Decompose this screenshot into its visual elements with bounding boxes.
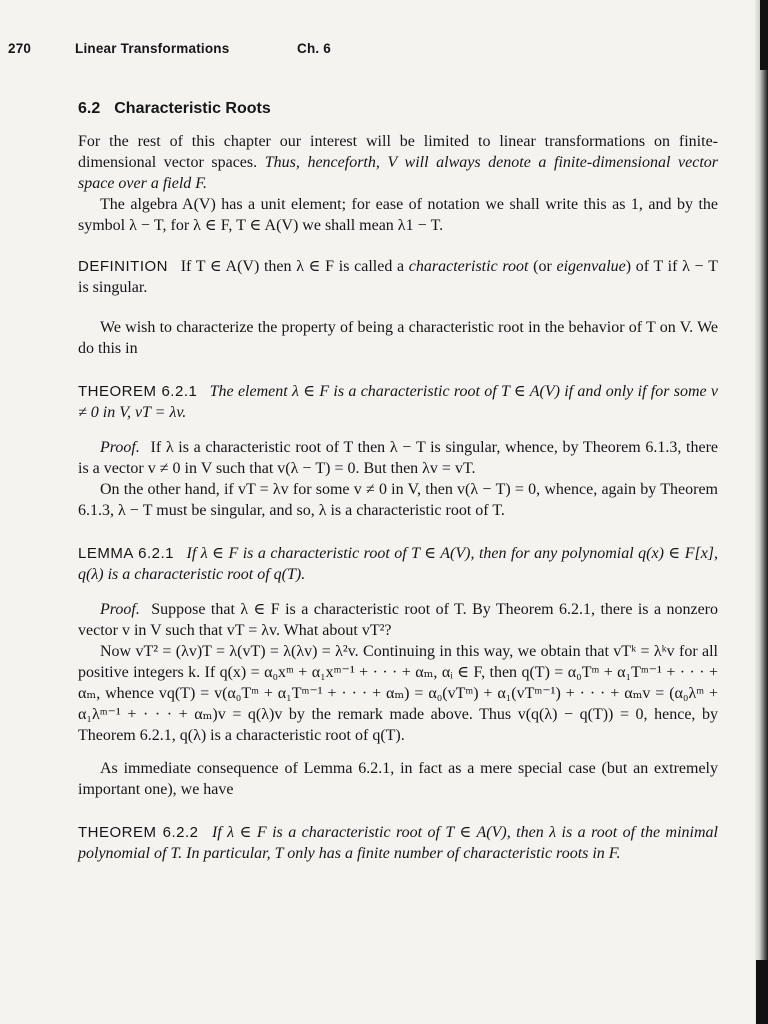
definition-label: DEFINITION bbox=[78, 258, 168, 275]
theorem-2-statement: If λ ∈ F is a characteristic root of T ∈ A(V), then λ is a root of the minimal polynomial of T. In particular, T only has a finite number of characteristic roots in F. bbox=[78, 824, 719, 862]
page-edge-top bbox=[760, 0, 768, 70]
theorem-6-2-1 bbox=[78, 381, 718, 423]
page-edge-shadow bbox=[754, 0, 768, 1024]
wish-paragraph: We wish to characterize the property of being a characteristic root in the behavior of T on V. We do this in bbox=[78, 319, 718, 357]
intro-text: For the rest of this chapter our interest will be limited to linear transformations on finite-dimensional vector spaces. bbox=[78, 133, 718, 171]
lemma-proof-block bbox=[78, 599, 718, 641]
proof-continuation: On the other hand, if vT = λv for some v ≠ 0 in V, then v(λ − T) = 0, whence, again by Theorem 6.1.3, λ − T must be singular, and so, λ is a characteristic root of T. bbox=[78, 481, 718, 519]
lemma-proof-text: Suppose that λ ∈ F is a characteristic root of T. By Theorem 6.2.1, there is a nonzero vector v in V such that vT = λv. What about vT²? bbox=[78, 601, 719, 639]
chapter-number: Ch. 6 bbox=[297, 41, 332, 56]
lemma-proof-continuation: Now vT² = (λv)T = λ(vT) = λ(λv) = λ²v. Continuing in this way, we obtain that vTᵏ = λᵏv for all positive integers k. If q(x) = α₀xᵐ + α₁xᵐ⁻¹ + · · · + αₘ, αᵢ ∈ F, then q(T) = α₀Tᵐ + α₁Tᵐ⁻¹ + · · · + αₘ, whence vq(T) = v(α₀Tᵐ + α₁Tᵐ⁻¹ + · · · + αₘ) = α₀(vTᵐ) + α₁(vTᵐ⁻¹) + · · · + αₘv = (α₀λᵐ + α₁λᵐ⁻¹ + · · · + αₘ)v = q(λ)v by the remark made above. Thus v(q(λ) − q(T)) = 0, hence, by Theorem 6.2.1, q(λ) is a characteristic root of q(T). bbox=[78, 643, 718, 744]
definition-term-1: characteristic root bbox=[408, 258, 529, 275]
proof-text: If λ is a characteristic root of T then λ − T is singular, whence, by Theorem 6.1.3, there is a vector v ≠ 0 in V such that v(λ − T) = 0. But then λv = vT. bbox=[78, 439, 718, 477]
lemma-label: LEMMA 6.2.1 bbox=[78, 545, 175, 562]
definition-text-3: ) of T if λ − T is singular. bbox=[78, 258, 719, 296]
theorem-label: THEOREM 6.2.1 bbox=[78, 383, 198, 400]
definition-text-2: (or bbox=[533, 258, 552, 275]
intro-italic-text: Thus, henceforth, V will always denote a finite-dimensional vector space over a field F. bbox=[78, 154, 719, 192]
algebra-paragraph: The algebra A(V) has a unit element; for ease of notation we shall write this as 1, and by the symbol λ − T, for λ ∈ F, T ∈ A(V) we shall mean λ1 − T. bbox=[78, 196, 718, 234]
theorem-2-label: THEOREM 6.2.2 bbox=[78, 824, 199, 841]
section-number: 6.2 bbox=[78, 100, 101, 117]
lemma-6-2-1 bbox=[78, 543, 718, 585]
proof-label: Proof. bbox=[100, 439, 140, 456]
section-heading bbox=[78, 100, 718, 118]
section-title: Characteristic Roots bbox=[114, 100, 271, 117]
page-number: 270 bbox=[8, 41, 32, 56]
consequence-paragraph: As immediate consequence of Lemma 6.2.1, in fact as a mere special case (but an extremely important one), we have bbox=[78, 760, 718, 798]
lemma-statement: If λ ∈ F is a characteristic root of T ∈ A(V), then for any polynomial q(x) ∈ F[x], q(λ) is a characteristic root of q(T). bbox=[78, 545, 719, 583]
definition-block bbox=[78, 256, 718, 298]
lemma-proof-label: Proof. bbox=[100, 601, 140, 618]
theorem-statement: The element λ ∈ F is a characteristic root of T ∈ A(V) if and only if for some v ≠ 0 in V, vT = λv. bbox=[78, 383, 719, 421]
page-body bbox=[78, 100, 718, 864]
page-edge-bottom bbox=[756, 960, 768, 1024]
definition-text-1: If T ∈ A(V) then λ ∈ F is called a bbox=[180, 258, 405, 275]
theorem-6-2-2 bbox=[78, 822, 718, 864]
definition-term-2: eigenvalue bbox=[556, 258, 626, 275]
proof-block bbox=[78, 437, 718, 479]
chapter-title: Linear Transformations bbox=[75, 41, 230, 56]
intro-paragraph bbox=[78, 131, 718, 194]
